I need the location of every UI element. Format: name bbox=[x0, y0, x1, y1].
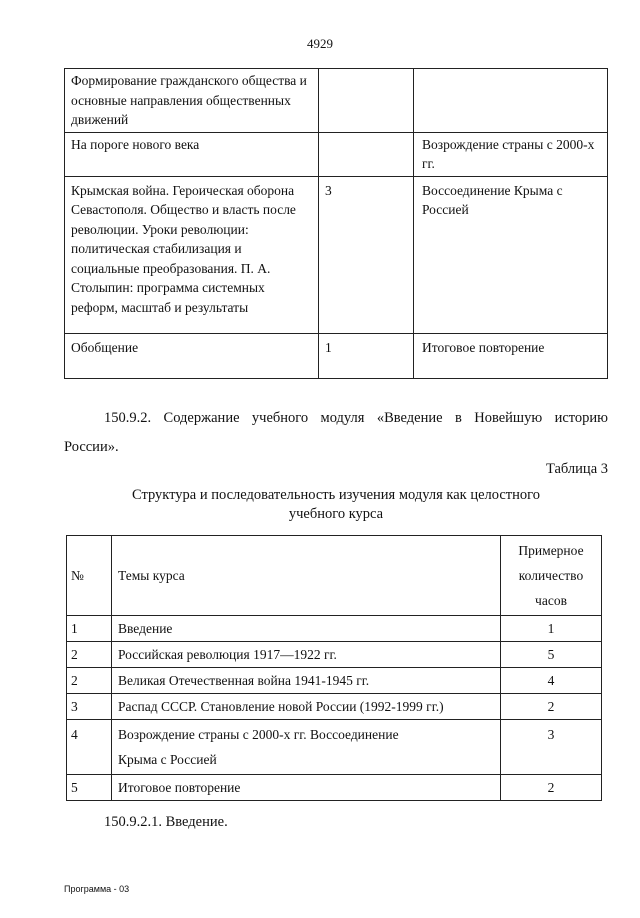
table-label: Таблица 3 bbox=[545, 461, 608, 477]
topic-cell: Формирование гражданского общества и основные направления общественных движений bbox=[65, 69, 319, 133]
hours-cell bbox=[319, 69, 414, 133]
header-topics: Темы курса bbox=[112, 536, 501, 616]
row-hours: 1 bbox=[501, 616, 602, 642]
section-cell: Итоговое повторение bbox=[414, 333, 608, 378]
header-hours-line: Примерное bbox=[518, 543, 584, 558]
table-caption bbox=[64, 486, 608, 524]
row-topic-line: Возрождение страны с 2000-х гг. Воссоединение bbox=[118, 727, 399, 742]
topic-cell: Обобщение bbox=[65, 333, 319, 378]
row-number: 5 bbox=[67, 775, 112, 801]
table-row bbox=[65, 132, 608, 176]
header-hours bbox=[501, 536, 602, 616]
module-structure-table bbox=[66, 535, 602, 801]
row-hours: 2 bbox=[501, 775, 602, 801]
row-hours: 3 bbox=[501, 720, 602, 775]
section-cell bbox=[414, 69, 608, 133]
row-topic: Распад СССР. Становление новой России (1992-1999 гг.) bbox=[112, 694, 501, 720]
row-hours: 5 bbox=[501, 642, 602, 668]
curriculum-table-continued bbox=[64, 68, 608, 379]
table-row bbox=[65, 69, 608, 133]
table-row bbox=[67, 642, 602, 668]
hours-cell bbox=[319, 132, 414, 176]
table-row bbox=[65, 333, 608, 378]
row-topic: Итоговое повторение bbox=[112, 775, 501, 801]
row-topic: Введение bbox=[112, 616, 501, 642]
caption-line: Структура и последовательность изучения модуля как целостного bbox=[132, 487, 540, 503]
header-number: № bbox=[67, 536, 112, 616]
hours-cell: 1 bbox=[319, 333, 414, 378]
table-header-row bbox=[67, 536, 602, 616]
row-topic: Великая Отечественная война 1941-1945 гг. bbox=[112, 668, 501, 694]
table-row bbox=[67, 694, 602, 720]
topic-cell: На пороге нового века bbox=[65, 132, 319, 176]
hours-cell: 3 bbox=[319, 176, 414, 333]
page-number: 4929 bbox=[307, 36, 333, 51]
section-cell: Возрождение страны с 2000-х гг. bbox=[414, 132, 608, 176]
introduction-heading: 150.9.2.1. Введение. bbox=[104, 814, 228, 830]
row-topic-line: Крыма с Россией bbox=[118, 752, 217, 767]
caption-line: учебного курса bbox=[288, 506, 384, 522]
page-footer: Программа - 03 bbox=[64, 884, 130, 894]
row-hours: 4 bbox=[501, 668, 602, 694]
row-number: 2 bbox=[67, 668, 112, 694]
section-cell: Воссоединение Крыма с Россией bbox=[414, 176, 608, 333]
row-topic: Российская революция 1917—1922 гг. bbox=[112, 642, 501, 668]
row-number: 2 bbox=[67, 642, 112, 668]
row-number: 4 bbox=[67, 720, 112, 775]
table-row bbox=[67, 616, 602, 642]
header-hours-line: часов bbox=[535, 593, 567, 608]
table-row bbox=[67, 668, 602, 694]
table-row bbox=[67, 775, 602, 801]
row-topic bbox=[112, 720, 501, 775]
header-hours-line: количество bbox=[518, 568, 584, 583]
row-number: 3 bbox=[67, 694, 112, 720]
topic-cell: Крымская война. Героическая оборона Севастополя. Общество и власть после революции. Уроки революции: политическая стабилизация и социальные преобразования. П. А. Столыпин: программа системных реформ, масштаб и результаты bbox=[65, 176, 319, 333]
module-content-paragraph: 150.9.2. Содержание учебного модуля «Введение в Новейшую историю России». bbox=[64, 410, 608, 455]
row-number: 1 bbox=[67, 616, 112, 642]
table-row bbox=[65, 176, 608, 333]
table-row bbox=[67, 720, 602, 775]
row-hours: 2 bbox=[501, 694, 602, 720]
